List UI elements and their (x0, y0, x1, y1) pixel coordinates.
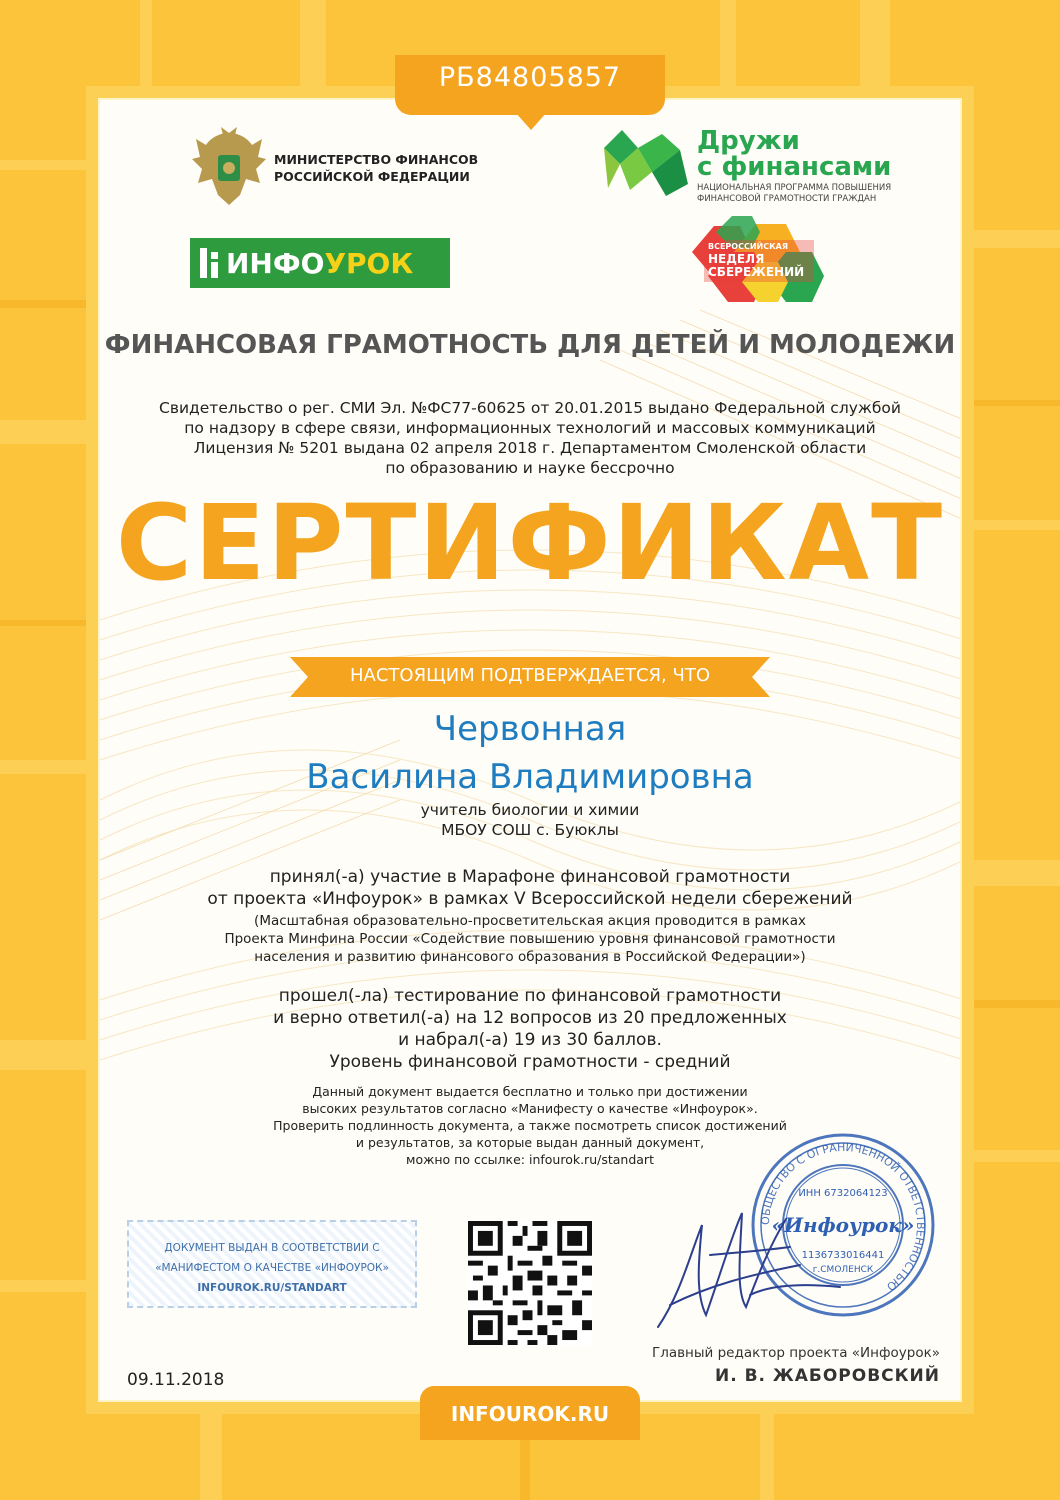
registration-info-line: Свидетельство о рег. СМИ Эл. №ФС77-60625 от 20.01.2015 выдано Федеральной службой (159, 399, 901, 417)
stamp-center: «Инфоурок» (771, 1213, 915, 1237)
qr-code[interactable] (468, 1221, 592, 1345)
registration-tab-notch (515, 112, 547, 130)
ministry-line-2: РОССИЙСКОЙ ФЕДЕРАЦИИ (274, 169, 470, 184)
infourok-logo-text (226, 247, 413, 280)
infourok-mark-icon (200, 248, 222, 278)
manifest-line-1: ДОКУМЕНТ ВЫДАН В СООТВЕТСТВИИ С (164, 1242, 380, 1254)
druzhi-title-line-1: Дружи (697, 126, 800, 156)
participation-line: принял(-а) участие в Марафоне финансовой грамотности (269, 867, 791, 887)
participation-line: от проекта «Инфоурок» в рамках V Всероссийской недели сбережений (207, 889, 853, 909)
manifest-line-2: «МАНИФЕСТОМ О КАЧЕСТВЕ «ИНФОУРОК» (155, 1262, 389, 1274)
savings-week-line-2: НЕДЕЛЯ (708, 252, 765, 266)
druzhi-subtitle (697, 183, 891, 205)
certificate-title: СЕРТИФИКАТ (115, 482, 945, 604)
registration-info-line: по надзору в сфере связи, информационных технологий и массовых коммуникаций (184, 419, 876, 437)
test-result-line: прошел(-ла) тестирование по финансовой грамотности (278, 986, 782, 1006)
manifest-link[interactable]: INFOUROK.RU/STANDART (197, 1282, 347, 1294)
stamp-inn: ИНН 6732064123 (798, 1188, 888, 1199)
druzhi-title-line-2: с финансами (697, 152, 892, 182)
savings-week-text (708, 240, 804, 279)
editor-title: Главный редактор проекта «Инфоурок» (651, 1345, 940, 1361)
druzhi-subtitle-line-2: ФИНАНСОВОЙ ГРАМОТНОСТИ ГРАЖДАН (697, 194, 877, 204)
recipient-surname: Червонная (433, 709, 627, 749)
signature-icon (650, 1195, 850, 1335)
stamp-ring-text: ОБЩЕСТВО С ОГРАНИЧЕННОЙ ОТВЕТСТВЕННОСТЬЮ (758, 1140, 928, 1294)
registration-info-line: по образованию и науке бессрочно (385, 459, 675, 477)
stamp-ogrn: 1136733016441 (801, 1250, 885, 1261)
footer-link[interactable]: INFOUROK.RU (450, 1402, 610, 1426)
disclaimer-line: Данный документ выдается бесплатно и только при достижении (312, 1084, 748, 1099)
editor-name: И. В. ЖАБОРОВСКИЙ (714, 1366, 940, 1386)
disclaimer-line: высоких результатов согласно «Манифесту о качестве «Инфоурок». (302, 1101, 758, 1116)
druzhi-logo-icon (600, 128, 692, 198)
disclaimer-line: можно по ссылке: infourok.ru/standart (406, 1152, 654, 1167)
infourok-logo (190, 238, 450, 288)
disclaimer-line: и результатов, за которые выдан данный документ, (355, 1135, 705, 1150)
coat-of-arms-icon (190, 125, 268, 211)
druzhi-subtitle-line-1: НАЦИОНАЛЬНАЯ ПРОГРАММА ПОВЫШЕНИЯ (697, 183, 892, 193)
ministry-line-1: МИНИСТЕРСТВО ФИНАНСОВ (274, 152, 479, 167)
infourok-logo-part-2: УРОК (324, 247, 414, 280)
test-result-line: и набрал(-а) 19 из 30 баллов. (398, 1030, 662, 1050)
issue-date: 09.11.2018 (127, 1370, 225, 1390)
registration-info (110, 398, 950, 478)
recipient-position: учитель биологии и химии (420, 801, 640, 819)
savings-week-line-1: ВСЕРОССИЙСКАЯ (708, 242, 788, 251)
recipient-school: МБОУ СОШ с. Буюклы (441, 821, 619, 839)
savings-week-line-3: СБЕРЕЖЕНИЙ (708, 265, 805, 279)
participation-text (100, 866, 960, 910)
recipient-role (100, 800, 960, 840)
test-result-line: и верно ответил(-а) на 12 вопросов из 20 предложенных (273, 1008, 787, 1028)
ministry-name (274, 151, 478, 185)
test-result (100, 985, 960, 1073)
druzhi-title (697, 128, 891, 180)
registration-number: РБ84805857 (438, 62, 622, 93)
project-note-line: населения и развитию финансового образования в Российской Федерации») (254, 949, 806, 965)
infourok-logo-part-1: ИНФО (226, 247, 325, 280)
program-headline: ФИНАНСОВАЯ ГРАМОТНОСТЬ ДЛЯ ДЕТЕЙ И МОЛОДЕЖИ (104, 330, 956, 360)
project-note (100, 912, 960, 966)
recipient-given-names: Василина Владимировна (306, 757, 754, 797)
stamp-city: г.СМОЛЕНСК (812, 1265, 874, 1275)
disclaimer-line: Проверить подлинность документа, а также посмотреть список достижений (273, 1118, 787, 1133)
test-result-line: Уровень финансовой грамотности - средний (329, 1052, 731, 1072)
manifest-box (127, 1220, 417, 1308)
project-note-line: (Масштабная образовательно-просветительская акция проводится в рамках (254, 913, 806, 929)
registration-info-line: Лицензия № 5201 выдана 02 апреля 2018 г. Департаментом Смоленской области (193, 439, 867, 457)
project-note-line: Проекта Минфина России «Содействие повышению уровня финансовой грамотности (224, 931, 836, 947)
confirm-text: НАСТОЯЩИМ ПОДТВЕРЖДАЕТСЯ, ЧТО (350, 665, 710, 686)
